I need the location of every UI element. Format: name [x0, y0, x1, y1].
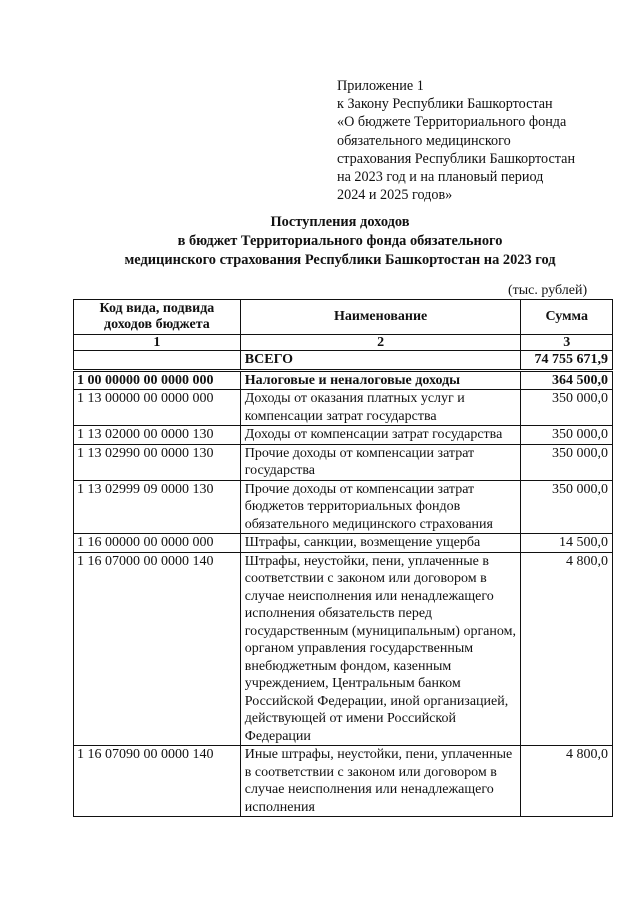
- column-number: 3: [521, 335, 613, 351]
- row-sum: 14 500,0: [521, 534, 613, 553]
- appendix-line: обязательного медицинского: [337, 132, 511, 149]
- row-sum: 364 500,0: [521, 370, 613, 390]
- row-name: Доходы от оказания платных услуг и компенсации затрат государства: [240, 390, 521, 426]
- row-name: Прочие доходы от компенсации затрат государства: [240, 444, 521, 480]
- table-row: [74, 444, 613, 480]
- row-code: 1 16 07000 00 0000 140: [74, 552, 241, 746]
- document-title: [60, 213, 620, 269]
- row-code: 1 13 02990 00 0000 130: [74, 444, 241, 480]
- title-line: в бюджет Территориального фонда обязательного: [177, 232, 503, 249]
- table-row: [74, 351, 613, 371]
- title-line: Поступления доходов: [270, 214, 410, 230]
- table-row: [74, 746, 613, 817]
- table-row: [74, 426, 613, 445]
- row-name: Штрафы, санкции, возмещение ущерба: [240, 534, 521, 553]
- row-sum: 350 000,0: [521, 426, 613, 445]
- unit-label: (тыс. рублей): [508, 283, 588, 298]
- appendix-note: [337, 77, 627, 204]
- appendix-line: 2024 и 2025 годов»: [337, 187, 453, 204]
- row-sum: 350 000,0: [521, 480, 613, 534]
- header-sum: Сумма: [521, 300, 613, 335]
- row-sum: 350 000,0: [521, 444, 613, 480]
- appendix-line: страхования Республики Башкортостан: [337, 150, 576, 167]
- row-code: 1 00 00000 00 0000 000: [74, 370, 241, 390]
- header-name: Наименование: [240, 300, 521, 335]
- title-line: медицинского страхования Республики Башкортостан на 2023 год: [124, 251, 556, 268]
- table-header-row: [74, 300, 613, 335]
- appendix-line: к Закону Республики Башкортостан: [337, 96, 553, 113]
- header-code: Код вида, подвида доходов бюджета: [74, 300, 241, 335]
- column-number: 2: [240, 335, 521, 351]
- row-name: Доходы от компенсации затрат государства: [240, 426, 521, 445]
- row-sum: 4 800,0: [521, 746, 613, 817]
- table-row: [74, 552, 613, 746]
- row-sum: 74 755 671,9: [521, 351, 613, 371]
- column-number: 1: [74, 335, 241, 351]
- row-code: [74, 351, 241, 371]
- row-code: 1 16 00000 00 0000 000: [74, 534, 241, 553]
- table-row: [74, 480, 613, 534]
- row-name: Штрафы, неустойки, пени, уплаченные в соответствии с законом или договором в случае неисполнения или ненадлежащего исполнения обязательств перед государственным (муниципальным) органом, органом управления государственным внебюджетным фондом, казенным учреждением, Центральным банком Российской Федерации, иной организацией, действующей от имени Российской Федерации: [240, 552, 521, 746]
- row-code: 1 13 00000 00 0000 000: [74, 390, 241, 426]
- table-row: [74, 390, 613, 426]
- row-code: 1 16 07090 00 0000 140: [74, 746, 241, 817]
- row-name: Прочие доходы от компенсации затрат бюджетов территориальных фондов обязательного медицинского страхования: [240, 480, 521, 534]
- appendix-line: на 2023 год и на плановый период: [337, 169, 544, 186]
- row-code: 1 13 02000 00 0000 130: [74, 426, 241, 445]
- row-sum: 350 000,0: [521, 390, 613, 426]
- row-sum: 4 800,0: [521, 552, 613, 746]
- row-name: Иные штрафы, неустойки, пени, уплаченные в соответствии с законом или договором в случае неисполнения или ненадлежащего исполнения: [240, 746, 521, 817]
- row-name: ВСЕГО: [240, 351, 521, 371]
- revenue-table: [73, 299, 613, 817]
- table-row: [74, 370, 613, 390]
- table-row: [74, 534, 613, 553]
- appendix-line: Приложение 1: [337, 78, 424, 94]
- column-number-row: [74, 335, 613, 351]
- row-name: Налоговые и неналоговые доходы: [240, 370, 521, 390]
- row-code: 1 13 02999 09 0000 130: [74, 480, 241, 534]
- appendix-line: «О бюджете Территориального фонда: [337, 114, 567, 131]
